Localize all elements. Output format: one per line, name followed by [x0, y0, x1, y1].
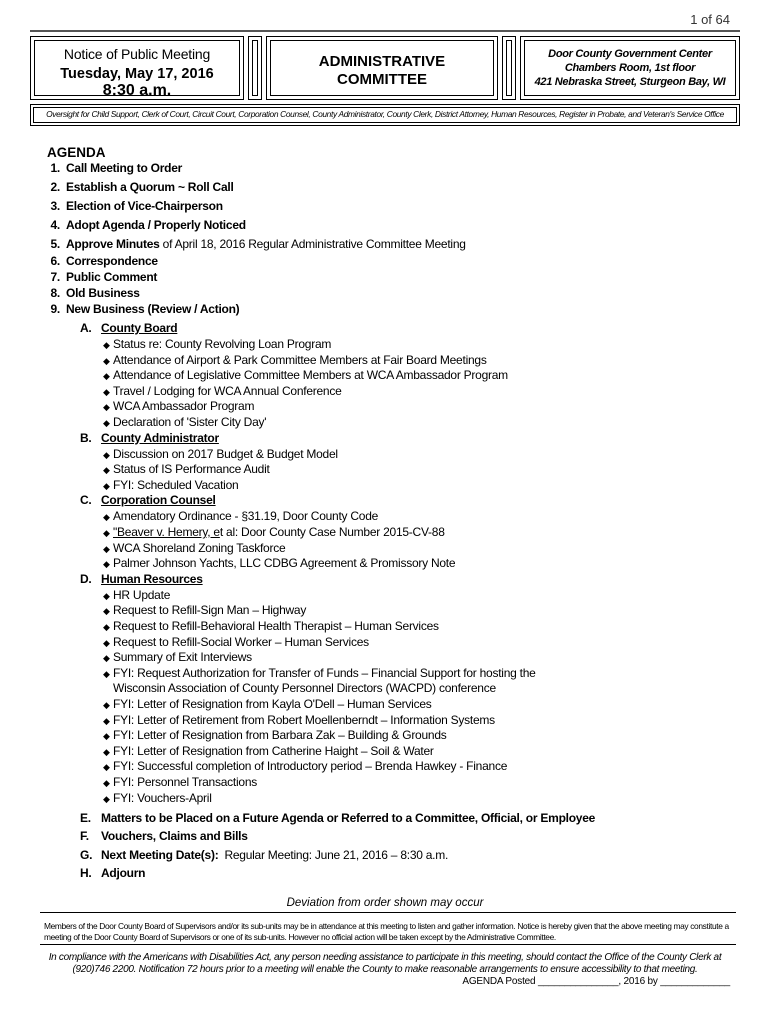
section-letter: B.: [80, 430, 92, 445]
bullet-item: [103, 509, 378, 523]
agenda-item-number: 3.: [50, 199, 60, 213]
bullet-item: [103, 759, 507, 773]
bullet-item: [103, 588, 170, 602]
diamond-icon: ◆: [103, 653, 110, 663]
bullet-text: WCA Shoreland Zoning Taskforce: [113, 541, 286, 555]
bullet-item: [103, 462, 270, 476]
agenda-item-number: 6.: [50, 254, 60, 268]
diamond-icon: ◆: [103, 465, 110, 475]
bullet-text: Request to Refill-Sign Man – Highway: [113, 603, 307, 617]
bullet-text: Status of IS Performance Audit: [113, 462, 270, 476]
diamond-icon: ◆: [103, 731, 110, 741]
bullet-text: FYI: Successful completion of Introductory period – Brenda Hawkey - Finance: [113, 759, 508, 773]
diamond-icon: ◆: [103, 700, 110, 710]
diamond-icon: ◆: [103, 559, 110, 569]
top-rule: [30, 30, 740, 32]
bullet-text: FYI: Letter of Retirement from Robert Moellenberndt – Information Systems: [113, 713, 495, 727]
section-title: County Board: [101, 321, 178, 335]
oversight-text: Oversight for Child Support, Clerk of Court, Circuit Court, Corporation Counsel, County Administrator, County Clerk, District Attorney, Human Resources, Register in Probate, and Veteran's Service Office: [46, 109, 724, 119]
diamond-icon: ◆: [103, 481, 110, 491]
closing-letter: G.: [80, 848, 93, 862]
bullet-item: [103, 635, 369, 649]
diamond-icon: ◆: [103, 402, 110, 412]
bullet-text: Attendance of Legislative Committee Members at WCA Ambassador Program: [113, 368, 508, 382]
agenda-item: [44, 254, 158, 268]
deviation-note: Deviation from order shown may occur: [286, 897, 484, 909]
diamond-icon: ◆: [103, 778, 110, 788]
diamond-icon: ◆: [103, 528, 110, 538]
agenda-item: [44, 161, 182, 175]
bullet-text: FYI: Letter of Resignation from Catherine Haight – Soil & Water: [113, 744, 434, 758]
section-title: County Administrator: [101, 430, 219, 445]
agenda-item-number: 7.: [50, 270, 60, 284]
agenda-item-number: 9.: [50, 302, 60, 316]
committee-inner: [270, 40, 494, 96]
agenda-item-number: 8.: [50, 286, 60, 300]
section-heading: [80, 431, 219, 445]
bullet-text: FYI: Scheduled Vacation: [113, 478, 239, 492]
section-heading: [80, 572, 203, 586]
bullet-item: [103, 744, 434, 758]
oversight-box: [30, 104, 740, 126]
agenda-item: [44, 270, 157, 284]
bullet-text: Status re: County Revolving Loan Program: [113, 337, 332, 351]
bullet-item: [103, 791, 212, 805]
bullet-text: Declaration of 'Sister City Day': [113, 415, 267, 429]
bullet-text: Attendance of Airport & Park Committee Members at Fair Board Meetings: [113, 353, 487, 367]
agenda-item: [44, 218, 246, 232]
agenda-item-detail: of April 18, 2016 Regular Administrative Committee Meeting: [159, 237, 466, 251]
location-inner: [524, 40, 736, 96]
location-line2: Chambers Room, 1st floor: [564, 62, 696, 74]
bullet-text: Request to Refill-Social Worker – Human Services: [113, 635, 369, 649]
bullet-item: [103, 478, 238, 492]
bullet-item: [103, 399, 254, 413]
closing-title: Next Meeting Date(s):: [101, 848, 219, 862]
closing-title: Adjourn: [101, 866, 146, 880]
notice-title: Notice of Public Meeting: [63, 46, 211, 62]
bullet-text: HR Update: [113, 588, 171, 602]
bullet-text: Wisconsin Association of County Personnel Directors (WACPD) conference: [113, 681, 496, 695]
bullet-item: [103, 619, 439, 633]
bullet-text: Amendatory Ordinance - §31.19, Door County Code: [113, 509, 379, 523]
bullet-text: FYI: Personnel Transactions: [113, 775, 257, 789]
agenda-item-title: Public Comment: [66, 270, 158, 284]
page-number: 1 of 64: [690, 12, 730, 27]
closing-letter: H.: [80, 866, 92, 880]
diamond-icon: ◆: [103, 371, 110, 381]
agenda-item-number: 2.: [50, 180, 60, 194]
diamond-icon: ◆: [103, 418, 110, 428]
agenda-item: [44, 286, 140, 300]
diamond-icon: ◆: [103, 387, 110, 397]
agenda-item-title: New Business (Review / Action): [66, 302, 240, 316]
bullet-item: [103, 541, 285, 555]
meeting-time: 8:30 a.m.: [102, 82, 172, 99]
ada-notice: In compliance with the Americans with Disabilities Act, any person needing assistance to participate in this meeting, should contact the Office of the County Clerk at (920)746 2200. Notification 72 hours prior to a meeting will enable the County to make reasonable arrangements to ensure accessibility to that meeting.: [48, 952, 722, 975]
agenda-item-title: Approve Minutes: [66, 237, 160, 251]
agenda-item-title: Call Meeting to Order: [66, 161, 183, 175]
agenda-item: [44, 237, 466, 251]
agenda-item-number: 4.: [50, 218, 60, 232]
diamond-icon: ◆: [103, 606, 110, 616]
bullet-item: [103, 728, 447, 742]
agenda-item-number: 5.: [50, 237, 60, 251]
agenda-posted-line: AGENDA Posted _______________, 2016 by _____________: [462, 976, 730, 987]
diamond-icon: ◆: [103, 622, 110, 632]
bullet-item: [103, 447, 338, 461]
bullet-text: Summary of Exit Interviews: [113, 650, 252, 664]
location-box: [520, 36, 740, 100]
diamond-icon: ◆: [103, 356, 110, 366]
bullet-text: FYI: Letter of Resignation from Barbara Zak – Building & Grounds: [113, 728, 447, 742]
agenda-item-title: Correspondence: [66, 254, 158, 268]
closing-letter: F.: [80, 829, 89, 843]
members-notice-box: [40, 912, 736, 945]
bullet-item: [103, 415, 266, 429]
diamond-icon: ◆: [103, 638, 110, 648]
diamond-icon: ◆: [103, 512, 110, 522]
bullet-item: [103, 337, 331, 351]
bullet-text: Discussion on 2017 Budget & Budget Model: [113, 447, 338, 461]
section-letter: C.: [80, 493, 92, 508]
bullet-item: [103, 384, 342, 398]
bullet-text: FYI: Letter of Resignation from Kayla O'Dell – Human Services: [113, 697, 432, 711]
agenda-item: [44, 199, 223, 213]
case-name: "Beaver v. Hemery, e: [113, 525, 220, 539]
section-title: Corporation Counsel: [101, 493, 216, 508]
section-letter: A.: [80, 321, 92, 335]
closing-title: Matters to be Placed on a Future Agenda or Referred to a Committee, Official, or Employee: [101, 811, 596, 825]
diamond-icon: ◆: [103, 794, 110, 804]
bullet-text: FYI: Request Authorization for Transfer of Funds – Financial Support for hosting the: [113, 666, 536, 680]
bullet-item: [103, 713, 495, 727]
diamond-icon: ◆: [103, 762, 110, 772]
agenda-item: [44, 180, 234, 194]
diamond-icon: ◆: [103, 716, 110, 726]
bullet-item: [103, 775, 257, 789]
committee-name-line2: COMMITTEE: [337, 71, 427, 88]
agenda-item-title: Adopt Agenda / Properly Noticed: [66, 218, 246, 232]
meeting-notice-inner: [34, 40, 240, 99]
agenda-item: [44, 302, 239, 316]
bullet-text: Request to Refill-Behavioral Health Therapist – Human Services: [113, 619, 439, 633]
header-separator-left: [248, 36, 262, 100]
committee-name: [271, 53, 493, 89]
diamond-icon: ◆: [103, 591, 110, 601]
case-number: t al: Door County Case Number 2015-CV-88: [219, 525, 445, 539]
diamond-icon: ◆: [103, 544, 110, 554]
agenda-item-title: Election of Vice-Chairperson: [66, 199, 223, 213]
location: [525, 47, 735, 89]
section-heading: [80, 493, 216, 507]
location-line3: 421 Nebraska Street, Sturgeon Bay, WI: [534, 76, 726, 88]
bullet-item: [103, 697, 432, 711]
bullet-item: [103, 368, 508, 382]
bullet-item: [103, 650, 252, 664]
bullet-item: [103, 666, 536, 680]
closing-item: [80, 829, 248, 843]
closing-letter: E.: [80, 811, 91, 825]
header-separator-right: [502, 36, 516, 100]
closing-title: Vouchers, Claims and Bills: [101, 829, 248, 843]
bullet-item: [103, 353, 487, 367]
bullet-item: [103, 681, 496, 695]
section-letter: D.: [80, 571, 92, 586]
diamond-icon: ◆: [103, 747, 110, 757]
closing-item: [80, 866, 145, 880]
closing-detail: Regular Meeting: June 21, 2016 – 8:30 a.m.: [224, 848, 449, 862]
location-line1: Door County Government Center: [548, 48, 712, 60]
bullet-text: FYI: Vouchers-April: [113, 791, 212, 805]
members-notice: Members of the Door County Board of Supervisors and/or its sub-units may be in attendance at this meeting to listen and gather information. Notice is hereby given that the above meeting may constitute a meeting of the Door County Board of Supervisors or one of its sub-units. However no official action will be taken except by the Administrative Committee.: [44, 921, 729, 942]
bullet-text: Palmer Johnson Yachts, LLC CDBG Agreement & Promissory Note: [113, 556, 456, 570]
diamond-icon: ◆: [103, 450, 110, 460]
diamond-icon: ◆: [103, 669, 110, 679]
bullet-item: [103, 603, 306, 617]
bullet-text: WCA Ambassador Program: [113, 399, 255, 413]
diamond-icon: ◆: [103, 340, 110, 350]
meeting-notice-box: [30, 36, 244, 100]
section-heading: [80, 321, 177, 335]
agenda-item-title: Old Business: [66, 286, 140, 300]
closing-item: [80, 848, 448, 862]
committee-box: [266, 36, 498, 100]
bullet-text: Travel / Lodging for WCA Annual Conference: [113, 384, 342, 398]
committee-name-line1: ADMINISTRATIVE: [318, 53, 446, 70]
meeting-date: Tuesday, May 17, 2016: [60, 66, 214, 82]
agenda-item-title: Establish a Quorum ~ Roll Call: [66, 180, 234, 194]
bullet-item: [103, 556, 455, 570]
bullet-item: [103, 525, 445, 539]
agenda-item-number: 1.: [50, 161, 60, 175]
section-title: Human Resources: [101, 571, 203, 586]
agenda-heading: AGENDA: [47, 145, 106, 160]
closing-item: [80, 811, 595, 825]
